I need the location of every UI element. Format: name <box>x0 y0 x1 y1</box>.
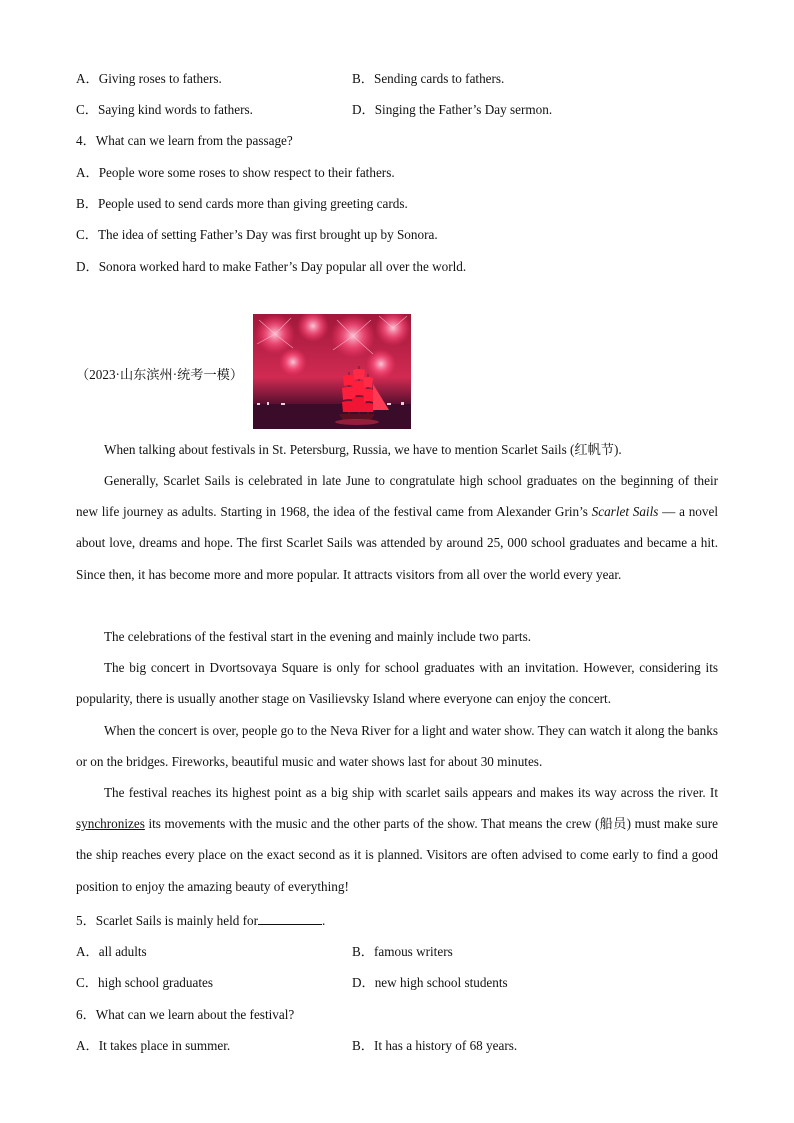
q5-stem <box>76 910 325 929</box>
paragraph-2-text-b: — a novel about love, dreams and hope. The first Scarlet Sails was attended by around 25, 000 school graduates and became a hit. Since then, it has become more and more popular. It attracts visitors from all over the world every year. <box>76 504 718 582</box>
q6-stem: 6．What can we learn about the festival? <box>76 1007 295 1022</box>
q4-option-c: C．The idea of setting Father’s Day was first brought up by Sonora. <box>76 227 438 242</box>
q5-option-b: B．famous writers <box>352 944 453 959</box>
paragraph-6-text-a: The festival reaches its highest point as a big ship with scarlet sails appears and makes its way across the river. It <box>104 785 718 800</box>
passage-paragraph-6 <box>76 777 718 902</box>
q5-stem-end: . <box>322 913 326 928</box>
q3-option-a: A．Giving roses to fathers. <box>76 71 222 86</box>
paragraph-2-text-a: Generally, Scarlet Sails is celebrated in late June to congratulate high school graduates on the beginning of their new life journey as adults. Starting in 1968, the idea of the festival came from Alexander Grin’s <box>76 473 718 520</box>
paragraph-3-text: The celebrations of the festival start in the evening and mainly include two parts. <box>104 629 531 644</box>
source-tag: （2023·山东滨州·统考一模） <box>76 367 244 382</box>
paragraph-1-text: When talking about festivals in St. Petersburg, Russia, we have to mention Scarlet Sails (红帆节). <box>104 442 622 457</box>
q3-option-d: D．Singing the Father’s Day sermon. <box>352 102 553 117</box>
scarlet-sails-photo <box>253 314 411 429</box>
novel-title: Scarlet Sails <box>591 504 659 520</box>
paragraph-5-text: When the concert is over, people go to the Neva River for a light and water show. They can watch it along the banks or on the bridges. Fireworks, beautiful music and water shows last for about 30 minutes. <box>76 723 718 770</box>
q4-stem: 4．What can we learn from the passage? <box>76 133 293 148</box>
q4-option-b: B．People used to send cards more than giving greeting cards. <box>76 196 408 211</box>
q4-option-a: A．People wore some roses to show respect to their fathers. <box>76 165 395 180</box>
q6-option-b: B．It has a history of 68 years. <box>352 1038 518 1053</box>
passage-paragraph-1 <box>76 434 718 465</box>
underlined-word: synchronizes <box>76 816 145 832</box>
q5-option-c: C．high school graduates <box>76 975 213 990</box>
q6-option-a: A．It takes place in summer. <box>76 1038 231 1053</box>
passage-paragraph-5 <box>76 715 718 777</box>
paragraph-6-text-b: its movements with the music and the other parts of the show. That means the crew (船员) must make sure the ship reaches every place on the exact second as it is planned. Visitors are often advised to come early to find a good position to enjoy the amazing beauty of everything! <box>76 816 718 894</box>
answer-blank <box>258 912 322 925</box>
passage-paragraph-3 <box>76 621 718 652</box>
q5-option-d: D．new high school students <box>352 975 508 990</box>
q3-option-b: B．Sending cards to fathers. <box>352 71 505 86</box>
passage-paragraph-2 <box>76 465 718 590</box>
q3-option-c: C．Saying kind words to fathers. <box>76 102 253 117</box>
scarlet-sails-ship-image <box>253 314 411 429</box>
q4-option-d: D．Sonora worked hard to make Father’s Day popular all over the world. <box>76 259 467 274</box>
q5-stem-text: 5．Scarlet Sails is mainly held for <box>76 913 259 928</box>
q5-option-a: A．all adults <box>76 944 147 959</box>
passage-paragraph-4 <box>76 652 718 714</box>
paragraph-4-text: The big concert in Dvortsovaya Square is only for school graduates with an invitation. However, considering its popularity, there is usually another stage on Vasilievsky Island where everyone can enjoy the concert. <box>76 660 718 707</box>
